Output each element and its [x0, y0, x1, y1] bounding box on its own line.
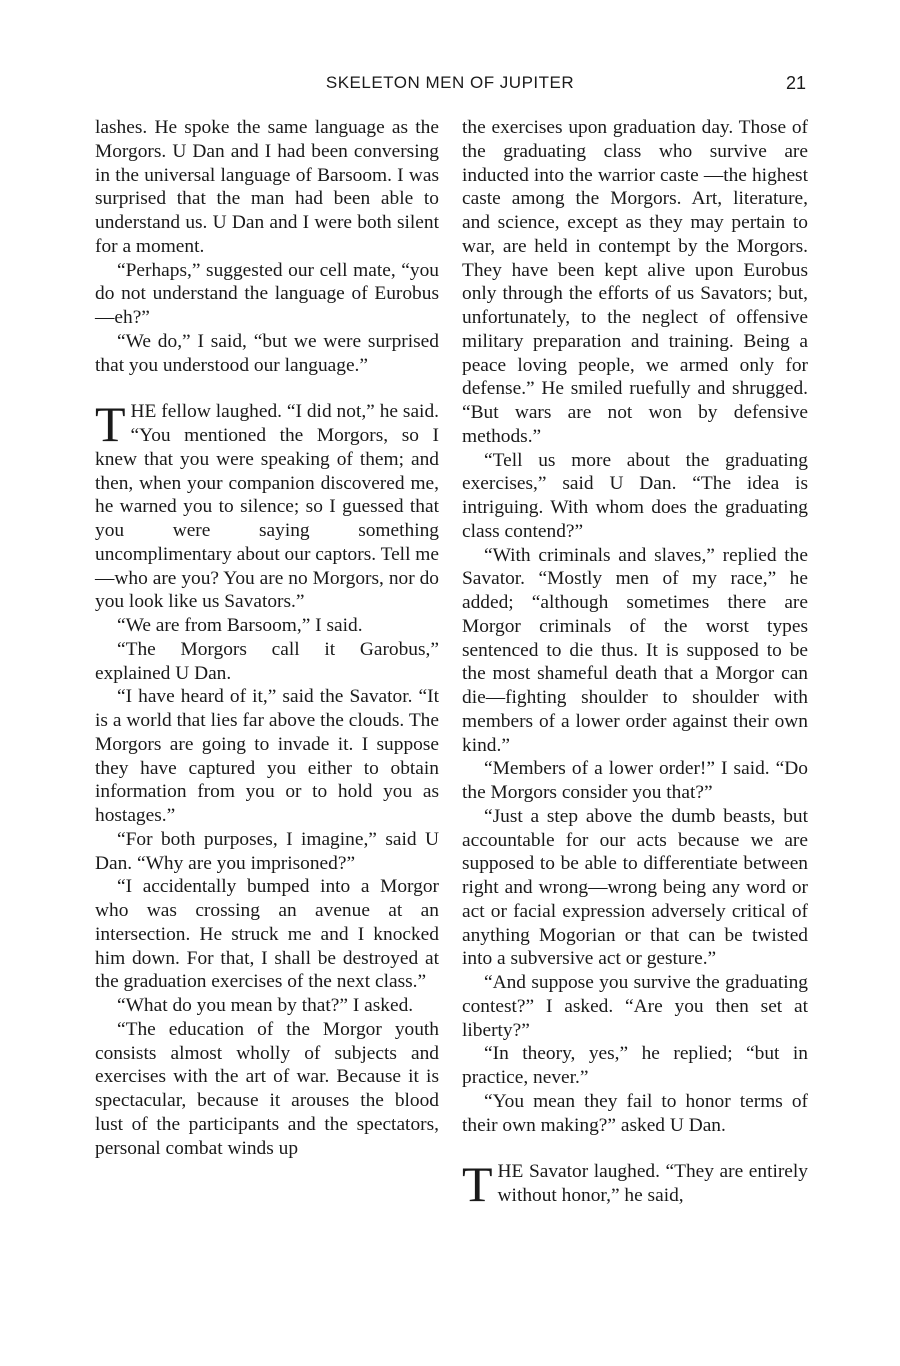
paragraph: “Perhaps,” suggested our cell mate, “you do not understand the language of Eurobus—eh?”: [95, 259, 439, 328]
paragraph: “We are from Barsoom,” I said.: [117, 615, 363, 636]
paragraph: “Members of a lower order!” I said. “Do the Morgors consider you that?”: [462, 758, 808, 803]
paragraph: “Just a step above the dumb beasts, but accountable for our acts because we are supposed to be able to differentiate between right and wrong—wrong being any word or act or facial expression adversely critical of anything Mogorian or that can be twisted into a subversive act or gesture.”: [462, 805, 808, 970]
paragraph: the exercises upon graduation day. Those of the graduating class who survive are inducted into the warrior caste —the highest caste among the Morgors. Art, literature, and science, except as they may pertain to war, are held in contempt by the Morgors. They have been kept alive upon Eurobus only through the efforts of us Savators; but, unfortunately, to the neglect of offensive military preparation and training. Being a peace loving people, we armed only for defense.” He smiled ruefully and shrugged. “But wars are not won by defensive methods.”: [462, 117, 808, 447]
left-column: [95, 116, 439, 1160]
page-number: 21: [786, 73, 807, 93]
paragraph: “We do,” I said, “but we were surprised that you understood our language.”: [95, 330, 439, 376]
paragraph: lashes. He spoke the same language as the Morgors. U Dan and I had been conversing in the universal language of Barsoom. I was surprised that the man had been able to understand us. U Dan and I were both silent for a moment.: [95, 117, 439, 257]
paragraph: “With criminals and slaves,” replied the Savator. “Mostly men of my race,” he added; “although sometimes there are Morgor criminals of the worst types sentenced to die thus. It is supposed to be the most shameful death that a Morgor can die—fighting shoulder to shoulder with members of a lower order against their own kind.”: [462, 544, 808, 756]
paragraph: “The education of the Morgor youth consists almost wholly of subjects and exercises with the art of war. Because it is spectacular, because it arouses the blood lust of the participants and the spectators, personal combat winds up: [95, 1018, 439, 1159]
paragraph: “You mean they fail to honor terms of their own making?” asked U Dan.: [462, 1090, 808, 1136]
paragraph: “For both purposes, I imagine,” said U Dan. “Why are you imprisoned?”: [95, 828, 439, 874]
paragraph: “I have heard of it,” said the Savator. “It is a world that lies far above the clouds. The Morgors are going to invade it. I suppose they have captured you either to obtain information from you or to hold you as hostages.”: [95, 686, 439, 826]
paragraph: “And suppose you survive the graduating contest?” I asked. “Are you then set at liberty?”: [462, 972, 808, 1041]
running-title: SKELETON MEN OF JUPITER: [325, 73, 575, 92]
section-paragraph: [95, 396, 439, 614]
paragraph: “The Morgors call it Garobus,” explained U Dan.: [95, 638, 439, 684]
paragraph: “Tell us more about the graduating exercises,” said U Dan. “The idea is intriguing. With whom does the graduating class contend?”: [462, 449, 808, 542]
right-column: [462, 116, 808, 1213]
paragraph-text: HE fellow laughed. “I did not,” he said. “You mentioned the Morgors, so I knew that you were speaking of them; and then, when your companion discovered me, he warned you to silence; so I guessed that you were saying something uncomplimentary about our captors. Tell me—who are you? You are no Morgors, nor do you look like us Savators.”: [95, 401, 439, 613]
drop-cap: T: [462, 1156, 493, 1213]
section-paragraph: [462, 1156, 808, 1213]
paragraph: “In theory, yes,” he replied; “but in practice, never.”: [462, 1043, 808, 1088]
paragraph: “What do you mean by that?” I asked.: [117, 995, 414, 1016]
drop-cap: T: [95, 396, 126, 453]
paragraph-text: HE Savator laughed. “They are entirely without honor,” he said,: [497, 1161, 808, 1206]
paragraph: “I accidentally bumped into a Morgor who was crossing an avenue at an intersection. He struck me and I knocked him down. For that, I shall be destroyed at the graduation exercises of the next class.”: [95, 876, 439, 993]
